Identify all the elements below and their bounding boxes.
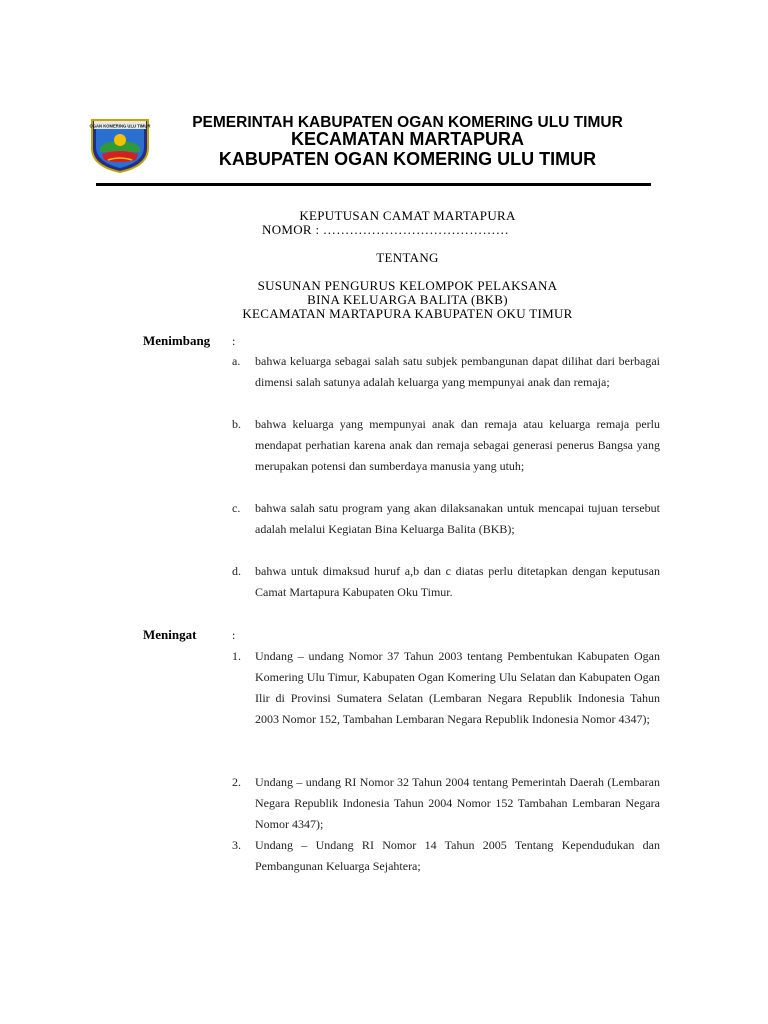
menimbang-item (232, 561, 660, 603)
menimbang-label: Menimbang (143, 333, 211, 348)
item-text: Undang – undang Nomor 37 Tahun 2003 tentang Pembentukan Kabupaten Ogan Komering Ulu Timur, Kabupaten Ogan Komering Ulu Selatan dan Kabupaten Ogan Ilir di Provinsi Sumatera Selatan (Lembaran Negara Republik Indonesia Tahun 2003 Nomor 152, Tambahan Lembaran Negara Republik Indonesia Nomor 4347); (255, 649, 660, 726)
item-marker: d. (232, 564, 241, 578)
mengingat-item (232, 772, 660, 835)
menimbang-item (232, 498, 660, 540)
letterhead-regency: KABUPATEN OGAN KOMERING ULU TIMUR (218, 149, 597, 169)
item-text: bahwa salah satu program yang akan dilaksanakan untuk mencapai tujuan tersebut adalah melalui Kegiatan Bina Keluarga Balita (BKB); (255, 501, 660, 536)
mengingat-item (232, 646, 660, 730)
item-marker: 2. (232, 775, 241, 789)
item-marker: c. (232, 501, 241, 515)
letterhead-divider (96, 183, 651, 186)
item-marker: 1. (232, 649, 241, 663)
letterhead-district: KECAMATAN MARTAPURA (291, 129, 524, 149)
mengingat-item (232, 835, 660, 877)
decree-subject-line: SUSUNAN PENGURUS KELOMPOK PELAKSANA (257, 278, 558, 293)
mengingat-colon: : (232, 628, 236, 642)
item-marker: a. (232, 354, 241, 368)
item-marker: 3. (232, 838, 241, 852)
menimbang-item (232, 351, 660, 393)
menimbang-item (232, 414, 660, 477)
item-marker: b. (232, 417, 241, 431)
menimbang-colon: : (232, 334, 236, 348)
decree-subject-line: KECAMATAN MARTAPURA KABUPATEN OKU TIMUR (242, 306, 573, 321)
decree-subject-line: BINA KELUARGA BALITA (BKB) (307, 292, 508, 307)
decree-title: KEPUTUSAN CAMAT MARTAPURA (299, 208, 516, 223)
decree-tentang: TENTANG (376, 250, 439, 265)
item-text: bahwa keluarga sebagai salah satu subjek pembangunan dapat dilihat dari berbagai dimensi salah satunya adalah keluarga yang mempunyai anak dan remaja; (255, 354, 660, 389)
item-text: Undang – Undang RI Nomor 14 Tahun 2005 Tentang Kependudukan dan Pembangunan Keluarga Sejahtera; (255, 838, 660, 873)
regency-emblem-icon (88, 114, 152, 174)
letterhead-government: PEMERINTAH KABUPATEN OGAN KOMERING ULU TIMUR (192, 114, 623, 131)
item-text: Undang – undang RI Nomor 32 Tahun 2004 tentang Pemerintah Daerah (Lembaran Negara Republik Indonesia Tahun 2004 Nomor 152 Tambahan Lembaran Negara Nomor 4347); (255, 775, 660, 831)
item-text: bahwa keluarga yang mempunyai anak dan remaja atau keluarga remaja perlu mendapat perhatian karena anak dan remaja sebagai generasi penerus Bangsa yang merupakan potensi dan sumberdaya manusia yang utuh; (255, 417, 660, 473)
mengingat-label: Meningat (143, 627, 197, 642)
item-text: bahwa untuk dimaksud huruf a,b dan c diatas perlu ditetapkan dengan keputusan Camat Martapura Kabupaten Oku Timur. (255, 564, 660, 599)
decree-number: NOMOR : …………………………………… (262, 222, 510, 237)
emblem-banner-text: OGAN KOMERING ULU TIMUR (89, 123, 151, 129)
